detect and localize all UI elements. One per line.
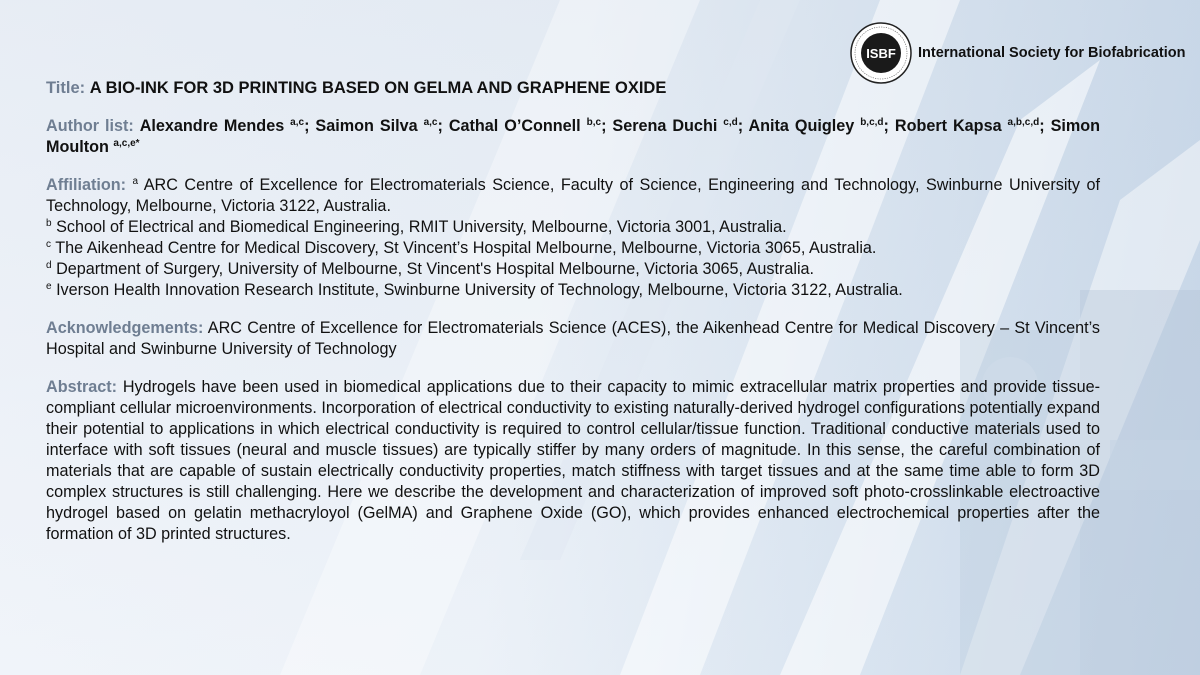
affiliation-marker: a — [132, 176, 139, 187]
title-section — [46, 78, 1100, 99]
author-section — [46, 116, 1100, 158]
author-affiliation-marker: a,b,c,d — [1007, 117, 1040, 128]
affiliation-text: Department of Surgery, University of Melbourne, St Vincent's Hospital Melbourne, Victoria 3065, Australia. — [56, 260, 815, 278]
abstract-text: Hydrogels have been used in biomedical applications due to their capacity to mimic extracellular matrix properties and provide tissue-compliant cellular microenvironments. Incorporation of electrical conductivity to existing naturally-derived hydrogel configurations potentially expand their potential to applications in which electrical conductivity is required to control cellular/tissue function. Traditional conductive materials used to interface with soft tissues (neural and muscle tissues) are typically stiffer by many orders of magnitude. In this sense, the careful combination of materials that are capable of sustain electrically conductivity properties, match stiffness with target tissues and at the same time able to form 3D complex structures is still challenging. Here we describe the development and characterization of improved soft photo-crosslinkable electroactive hydrogel based on gelatin methacryloyol (GelMA) and Graphene Oxide (GO), which provides enhanced electrochemical properties after the formation of 3D printed structures. — [46, 378, 1100, 543]
author-affiliation-marker: c,d — [723, 117, 738, 128]
author-name: Saimon Silva — [315, 117, 424, 135]
author-separator: ; — [883, 117, 895, 135]
author — [748, 117, 894, 135]
author-name: Serena Duchi — [612, 117, 724, 135]
author-list — [46, 117, 1100, 156]
author-name: Anita Quigley — [748, 117, 861, 135]
affiliation-marker: c — [46, 239, 51, 250]
acknowledgements-text: ARC Centre of Excellence for Electromaterials Science (ACES), the Aikenhead Centre for Medical Discovery – St Vincent’s Hospital and Swinburne University of Technology — [46, 319, 1100, 358]
author — [140, 117, 316, 135]
affiliation-text: School of Electrical and Biomedical Engineering, RMIT University, Melbourne, Victoria 3001, Australia. — [56, 218, 787, 236]
author-name: Alexandre Mendes — [139, 117, 291, 135]
author-name: Simon Moulton — [46, 117, 1101, 156]
author-separator: ; — [1039, 117, 1051, 135]
paper-title: A BIO-INK FOR 3D PRINTING BASED ON GELMA AND GRAPHENE OXIDE — [89, 79, 667, 97]
organization-name: International Society for Biofabrication — [918, 45, 1186, 61]
affiliation-c — [46, 238, 1100, 259]
author-affiliation-marker: b,c — [586, 117, 602, 128]
author-affiliation-marker: b,c,d — [860, 117, 884, 128]
author-affiliation-marker: a,c — [290, 117, 305, 128]
affiliation-a — [46, 175, 1100, 217]
abstract-document — [46, 78, 1100, 562]
affiliation-section — [46, 175, 1100, 301]
author — [895, 117, 1051, 135]
acknowledgements-section — [46, 318, 1100, 360]
author-separator: ; — [601, 117, 613, 135]
affiliation-marker: b — [46, 218, 52, 229]
affiliation-d — [46, 259, 1100, 280]
author — [449, 117, 613, 135]
title-label: Title: — [46, 79, 86, 97]
author-separator: ; — [304, 117, 316, 135]
author-label: Author list: — [46, 117, 134, 135]
abstract-section — [46, 377, 1100, 545]
isbf-seal-icon — [850, 22, 912, 84]
author — [612, 117, 748, 135]
author-separator: ; — [437, 117, 449, 135]
acknowledgements-label: Acknowledgements: — [46, 319, 204, 337]
author-name: Robert Kapsa — [894, 117, 1008, 135]
affiliation-label: Affiliation: — [46, 176, 127, 194]
isbf-logo — [850, 22, 1185, 84]
author — [315, 117, 448, 135]
svg-text:ISBF: ISBF — [866, 46, 896, 61]
affiliation-text: Iverson Health Innovation Research Institute, Swinburne University of Technology, Melbourne, Victoria 3122, Australia. — [56, 281, 903, 299]
affiliation-text: ARC Centre of Excellence for Electromaterials Science, Faculty of Science, Engineering and Technology, Swinburne University of Technology, Melbourne, Victoria 3122, Australia. — [46, 176, 1101, 215]
author-affiliation-marker: a,c — [423, 117, 438, 128]
author-affiliation-marker: a,c,e* — [113, 138, 140, 149]
affiliation-e — [46, 280, 1100, 301]
affiliation-marker: e — [46, 281, 52, 292]
affiliation-marker: d — [46, 260, 52, 271]
affiliation-text: The Aikenhead Centre for Medical Discovery, St Vincent’s Hospital Melbourne, Melbourne, Victoria 3065, Australia. — [55, 239, 877, 257]
affiliation-b — [46, 217, 1100, 238]
author-name: Cathal O’Connell — [448, 117, 587, 135]
author-separator: ; — [737, 117, 749, 135]
abstract-label: Abstract: — [46, 378, 118, 396]
